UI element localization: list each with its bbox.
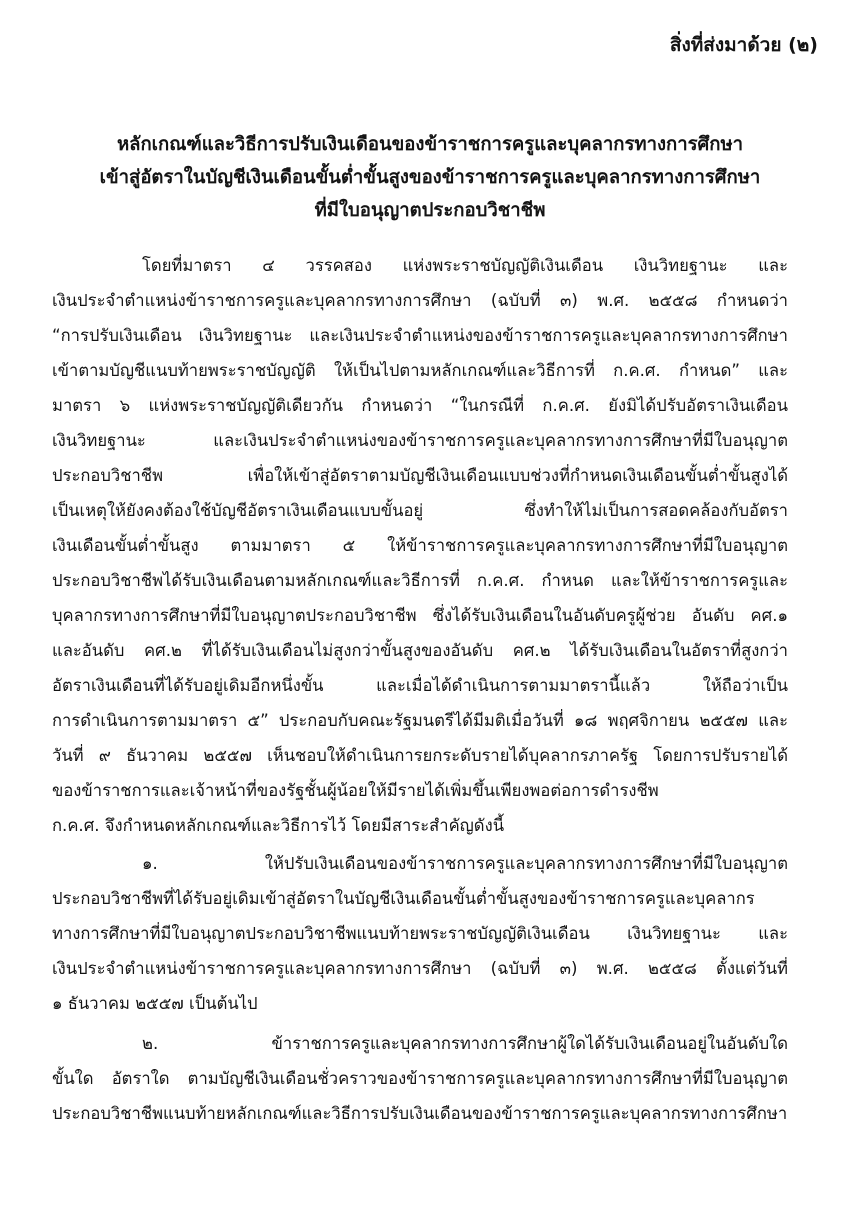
paragraph-intro-line: การดำเนินการตามมาตรา ๕” ประกอบกับคณะรัฐมนตรีได้มีมติเมื่อวันที่ ๑๘ พฤศจิกายน ๒๕๕๗ และ xyxy=(52,711,788,730)
paragraph-item2-line: ประกอบวิชาชีพแนบท้ายหลักเกณฑ์และวิธีการปรับเงินเดือนของข้าราชการครูและบุคลากรทางการศึกษา xyxy=(52,1104,788,1123)
paragraph-intro-line: โดยที่มาตรา ๔ วรรคสอง แห่งพระราชบัญญัติเงินเดือน เงินวิทยฐานะ และ xyxy=(142,256,788,275)
paragraph-item2-line: ๒. ข้าราชการครูและบุคลากรทางการศึกษาผู้ใดได้รับเงินเดือนอยู่ในอันดับใด xyxy=(142,1034,788,1053)
paragraph-item1-line: ๑ ธันวาคม ๒๕๕๗ เป็นต้นไป xyxy=(52,994,258,1013)
paragraph-intro-line: อัตราเงินเดือนที่ได้รับอยู่เดิมอีกหนึ่งขั้น และเมื่อได้ดำเนินการตามมาตรานี้แล้ว ให้ถือว่าเป็น xyxy=(52,676,788,695)
paragraph-intro-line: ก.ค.ศ. จึงกำหนดหลักเกณฑ์และวิธีการไว้ โดยมีสาระสำคัญดังนี้ xyxy=(52,816,505,835)
title-line: เข้าสู่อัตราในบัญชีเงินเดือนขั้นต่ำขั้นสูงของข้าราชการครูและบุคลากรทางการศึกษา xyxy=(99,167,761,188)
paragraph-item1-line: ทางการศึกษาที่มีใบอนุญาตประกอบวิชาชีพแนบท้ายพระราชบัญญัติเงินเดือน เงินวิทยฐานะ และ xyxy=(52,924,788,943)
paragraph-intro-line: มาตรา ๖ แห่งพระราชบัญญัติเดียวกัน กำหนดว่า “ในกรณีที่ ก.ค.ศ. ยังมิได้ปรับอัตราเงินเดือน xyxy=(52,396,788,415)
paragraph-intro-line: วันที่ ๙ ธันวาคม ๒๕๕๗ เห็นชอบให้ดำเนินการยกระดับรายได้บุคลากรภาครัฐ โดยการปรับรายได้ xyxy=(52,746,788,765)
paragraph-item1-line: ๑. ให้ปรับเงินเดือนของข้าราชการครูและบุคลากรทางการศึกษาที่มีใบอนุญาต xyxy=(142,854,788,873)
paragraph-intro-line: ประกอบวิชาชีพได้รับเงินเดือนตามหลักเกณฑ์และวิธีการที่ ก.ค.ศ. กำหนด และให้ข้าราชการครูและ xyxy=(52,571,788,590)
paragraph-item2-line: ขั้นใด อัตราใด ตามบัญชีเงินเดือนชั่วคราวของข้าราชการครูและบุคลากรทางการศึกษาที่มีใบอนุญาต xyxy=(52,1069,788,1088)
paragraph-intro-line: ประกอบวิชาชีพ เพื่อให้เข้าสู่อัตราตามบัญชีเงินเดือนแบบช่วงที่กำหนดเงินเดือนขั้นต่ำขั้นสูงได้ xyxy=(52,466,788,485)
paragraph-intro-line: “การปรับเงินเดือน เงินวิทยฐานะ และเงินประจำตำแหน่งของข้าราชการครูและบุคลากรทางการศึกษา xyxy=(52,326,788,345)
attachment-label: สิ่งที่ส่งมาด้วย (๒) xyxy=(669,34,818,56)
paragraph-intro-line: บุคลากรทางการศึกษาที่มีใบอนุญาตประกอบวิชาชีพ ซึ่งได้รับเงินเดือนในอันดับครูผู้ช่วย อันดับ คศ.๑ xyxy=(52,606,788,625)
title-line: หลักเกณฑ์และวิธีการปรับเงินเดือนของข้าราชการครูและบุคลากรทางการศึกษา xyxy=(116,134,744,155)
paragraph-item1-line: เงินประจำตำแหน่งข้าราชการครูและบุคลากรทางการศึกษา (ฉบับที่ ๓) พ.ศ. ๒๕๕๘ ตั้งแต่วันที่ xyxy=(52,959,788,978)
paragraph-intro-line: เงินวิทยฐานะ และเงินประจำตำแหน่งของข้าราชการครูและบุคลากรทางการศึกษาที่มีใบอนุญาต xyxy=(52,431,788,450)
paragraph-intro-line: เป็นเหตุให้ยังคงต้องใช้บัญชีอัตราเงินเดือนแบบขั้นอยู่ ซึ่งทำให้ไม่เป็นการสอดคล้องกับอัตรา xyxy=(52,501,788,520)
title-line: ที่มีใบอนุญาตประกอบวิชาชีพ xyxy=(314,200,546,221)
document-title xyxy=(0,128,860,227)
paragraph-intro-line: เงินประจำตำแหน่งข้าราชการครูและบุคลากรทางการศึกษา (ฉบับที่ ๓) พ.ศ. ๒๕๕๘ กำหนดว่า xyxy=(52,291,788,310)
paragraph-intro-line: ของข้าราชการและเจ้าหน้าที่ของรัฐชั้นผู้น้อยให้มีรายได้เพิ่มขึ้นเพียงพอต่อการดำรงชีพ xyxy=(52,781,659,800)
paragraph-intro-line: เงินเดือนขั้นต่ำขั้นสูง ตามมาตรา ๕ ให้ข้าราชการครูและบุคลากรทางการศึกษาที่มีใบอนุญาต xyxy=(52,536,788,555)
paragraph-intro-line: และอันดับ คศ.๒ ที่ได้รับเงินเดือนไม่สูงกว่าขั้นสูงของอันดับ คศ.๒ ได้รับเงินเดือนในอัตราที่สูงกว่า xyxy=(52,641,788,660)
paragraph-intro-line: เข้าตามบัญชีแนบท้ายพระราชบัญญัติ ให้เป็นไปตามหลักเกณฑ์และวิธีการที่ ก.ค.ศ. กำหนด” และ xyxy=(52,361,788,380)
paragraph-item1-line: ประกอบวิชาชีพที่ได้รับอยู่เดิมเข้าสู่อัตราในบัญชีเงินเดือนขั้นต่ำขั้นสูงของข้าราชการครูและบุคลากร xyxy=(52,889,755,908)
